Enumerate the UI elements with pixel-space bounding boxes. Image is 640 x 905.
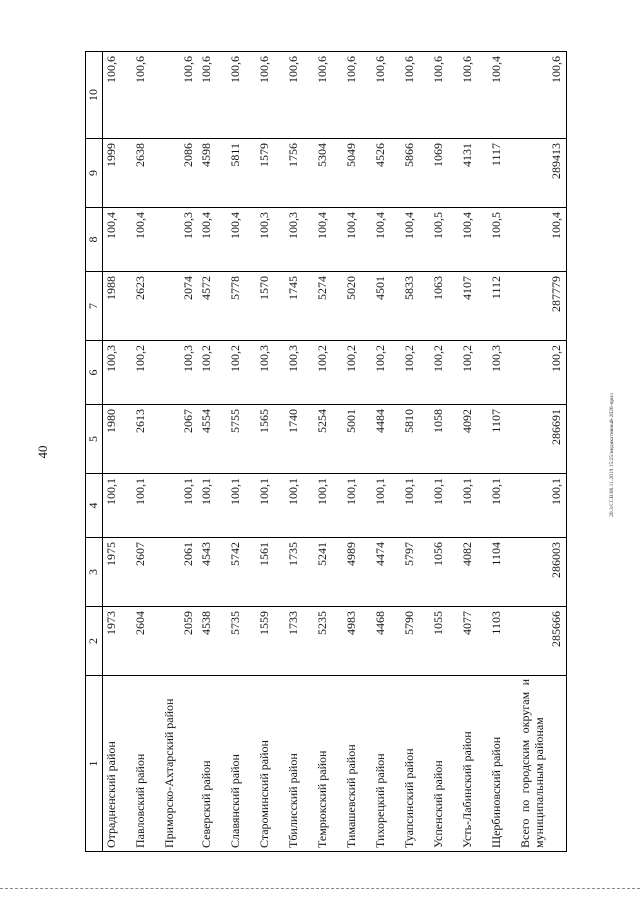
value-cell: 100,6 [161,52,198,139]
value-cell: 100,4 [198,208,227,272]
value-cell: 100,1 [161,474,198,538]
value-cell: 100,2 [343,341,372,405]
value-cell: 1988 [103,272,133,341]
district-name-cell: Туапсинский район [401,676,430,852]
value-cell: 4572 [198,272,227,341]
value-cell: 5810 [401,405,430,474]
header-cell: 3 [86,538,103,607]
value-cell: 100,4 [372,208,401,272]
value-cell: 1069 [430,139,459,208]
value-cell: 100,3 [285,208,314,272]
value-cell: 1058 [430,405,459,474]
value-cell: 100,6 [103,52,133,139]
value-cell: 100,6 [459,52,488,139]
value-cell: 100,6 [430,52,459,139]
value-cell: 5735 [227,607,256,676]
table-row [285,52,314,852]
header-cell: 6 [86,341,103,405]
value-cell: 100,6 [372,52,401,139]
district-name-cell: Тбилисский район [285,676,314,852]
value-cell: 100,4 [132,208,161,272]
page-number: 40 [35,445,50,459]
value-cell: 2059 [161,607,198,676]
district-name-cell: Павловский район [132,676,161,852]
value-cell: 100,1 [488,474,517,538]
value-cell: 100,6 [132,52,161,139]
value-cell: 2074 [161,272,198,341]
value-cell: 100,4 [517,208,567,272]
value-cell: 1559 [256,607,285,676]
page-edge-dash [0,888,640,889]
district-name-cell: Успенский район [430,676,459,852]
value-cell: 1565 [256,405,285,474]
value-cell: 100,1 [314,474,343,538]
value-cell: 100,3 [256,341,285,405]
value-cell: 1740 [285,405,314,474]
value-cell: 100,4 [103,208,133,272]
value-cell: 5254 [314,405,343,474]
value-cell: 1570 [256,272,285,341]
district-name-cell: Щербиновский район [488,676,517,852]
value-cell: 4501 [372,272,401,341]
value-cell: 100,4 [488,52,517,139]
value-cell: 5241 [314,538,343,607]
value-cell: 5235 [314,607,343,676]
value-cell: 100,5 [488,208,517,272]
value-cell: 5778 [227,272,256,341]
district-name-cell: Тихорецкий район [372,676,401,852]
value-cell: 100,6 [198,52,227,139]
value-cell: 100,4 [401,208,430,272]
value-cell: 4468 [372,607,401,676]
district-name-cell: Славянский район [227,676,256,852]
value-cell: 100,4 [459,208,488,272]
value-cell: 100,2 [372,341,401,405]
value-cell: 4989 [343,538,372,607]
value-cell: 1055 [430,607,459,676]
value-cell: 287779 [517,272,567,341]
district-name-cell: Отрадненский район [103,676,133,852]
value-cell: 100,6 [256,52,285,139]
value-cell: 100,6 [285,52,314,139]
value-cell: 1107 [488,405,517,474]
value-cell: 4131 [459,139,488,208]
table-row [488,52,517,852]
value-cell: 1561 [256,538,285,607]
value-cell: 100,6 [517,52,567,139]
value-cell: 100,2 [198,341,227,405]
value-cell: 4543 [198,538,227,607]
value-cell: 100,5 [430,208,459,272]
footer-text: 20.3/CCВ/06.11.2019 15:25/индикативный-2020-прил [609,393,615,517]
value-cell: 1063 [430,272,459,341]
value-cell: 100,1 [401,474,430,538]
value-cell: 100,2 [430,341,459,405]
value-cell: 100,2 [401,341,430,405]
value-cell: 2604 [132,607,161,676]
value-cell: 100,4 [227,208,256,272]
header-cell: 1 [86,676,103,852]
value-cell: 5833 [401,272,430,341]
value-cell: 5797 [401,538,430,607]
value-cell: 1112 [488,272,517,341]
value-cell: 100,2 [132,341,161,405]
value-cell: 100,1 [103,474,133,538]
value-cell: 1579 [256,139,285,208]
value-cell: 5866 [401,139,430,208]
value-cell: 100,1 [372,474,401,538]
value-cell: 100,1 [430,474,459,538]
value-cell: 2638 [132,139,161,208]
value-cell: 100,1 [285,474,314,538]
table-total-row [517,52,567,852]
value-cell: 100,1 [198,474,227,538]
table-row [227,52,256,852]
value-cell: 285666 [517,607,567,676]
district-name-cell: Всего по городским округам и муниципальным районам [517,676,567,852]
value-cell: 100,1 [343,474,372,538]
table-row [459,52,488,852]
header-cell: 7 [86,272,103,341]
value-cell: 100,1 [227,474,256,538]
value-cell: 1973 [103,607,133,676]
value-cell: 100,3 [285,341,314,405]
value-cell: 100,6 [401,52,430,139]
value-cell: 4983 [343,607,372,676]
district-name-cell: Приморско-Ахтарский район [161,676,198,852]
data-table [85,51,567,852]
value-cell: 4598 [198,139,227,208]
value-cell: 100,1 [459,474,488,538]
header-cell: 4 [86,474,103,538]
table-body [103,52,567,852]
value-cell: 286691 [517,405,567,474]
value-cell: 1756 [285,139,314,208]
value-cell: 1735 [285,538,314,607]
table-row [343,52,372,852]
value-cell: 2607 [132,538,161,607]
value-cell: 100,6 [343,52,372,139]
value-cell: 2086 [161,139,198,208]
table-header-row [86,52,103,852]
table-row [161,52,198,852]
value-cell: 2623 [132,272,161,341]
value-cell: 2067 [161,405,198,474]
table-row [430,52,459,852]
value-cell: 100,3 [161,341,198,405]
value-cell: 100,4 [343,208,372,272]
header-cell: 5 [86,405,103,474]
district-name-cell: Северский район [198,676,227,852]
value-cell: 1745 [285,272,314,341]
value-cell: 5742 [227,538,256,607]
value-cell: 1733 [285,607,314,676]
value-cell: 100,3 [103,341,133,405]
value-cell: 5811 [227,139,256,208]
value-cell: 1999 [103,139,133,208]
value-cell: 100,2 [517,341,567,405]
value-cell: 5049 [343,139,372,208]
district-name-cell: Темрюкский район [314,676,343,852]
value-cell: 5755 [227,405,256,474]
table-row [372,52,401,852]
value-cell: 1117 [488,139,517,208]
value-cell: 4474 [372,538,401,607]
value-cell: 100,6 [227,52,256,139]
value-cell: 1104 [488,538,517,607]
header-cell: 10 [86,52,103,139]
district-name-cell: Староминский район [256,676,285,852]
table-row [198,52,227,852]
value-cell: 289413 [517,139,567,208]
value-cell: 286003 [517,538,567,607]
value-cell: 100,3 [488,341,517,405]
header-cell: 9 [86,139,103,208]
value-cell: 5001 [343,405,372,474]
value-cell: 100,3 [161,208,198,272]
value-cell: 1103 [488,607,517,676]
value-cell: 5274 [314,272,343,341]
table-row [314,52,343,852]
value-cell: 4484 [372,405,401,474]
value-cell: 100,4 [314,208,343,272]
header-cell: 8 [86,208,103,272]
value-cell: 100,1 [132,474,161,538]
value-cell: 100,1 [517,474,567,538]
value-cell: 2613 [132,405,161,474]
value-cell: 1980 [103,405,133,474]
value-cell: 4538 [198,607,227,676]
value-cell: 4082 [459,538,488,607]
value-cell: 1975 [103,538,133,607]
value-cell: 4077 [459,607,488,676]
table-row [132,52,161,852]
value-cell: 100,6 [314,52,343,139]
table-row [401,52,430,852]
value-cell: 100,2 [227,341,256,405]
value-cell: 100,3 [256,208,285,272]
value-cell: 100,2 [314,341,343,405]
value-cell: 5790 [401,607,430,676]
header-cell: 2 [86,607,103,676]
district-name-cell: Усть-Лабинский район [459,676,488,852]
value-cell: 5020 [343,272,372,341]
value-cell: 100,2 [459,341,488,405]
value-cell: 4092 [459,405,488,474]
value-cell: 2061 [161,538,198,607]
value-cell: 5304 [314,139,343,208]
value-cell: 4107 [459,272,488,341]
table-row [256,52,285,852]
district-name-cell: Тимашевский район [343,676,372,852]
value-cell: 4554 [198,405,227,474]
rotated-table-container [85,52,571,852]
value-cell: 4526 [372,139,401,208]
value-cell: 1056 [430,538,459,607]
table-row [103,52,133,852]
value-cell: 100,1 [256,474,285,538]
